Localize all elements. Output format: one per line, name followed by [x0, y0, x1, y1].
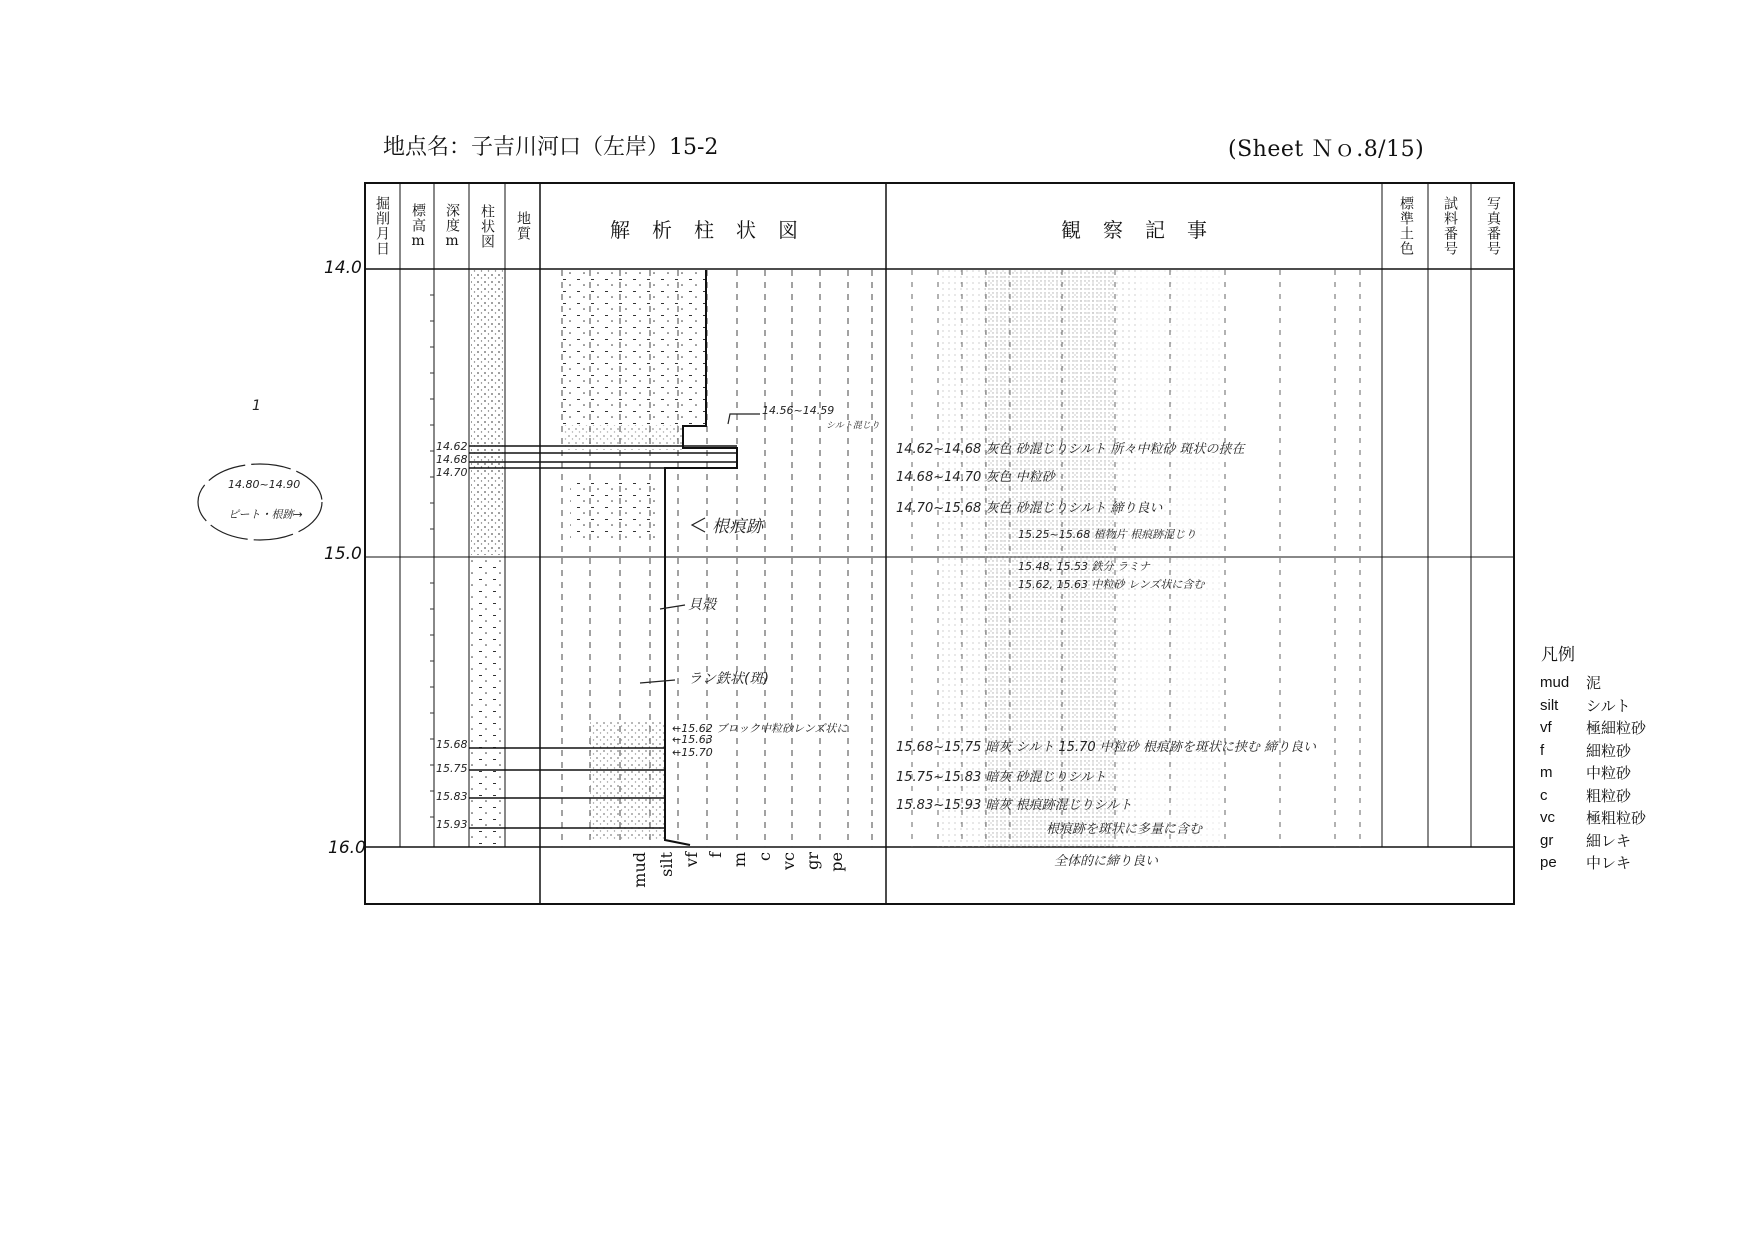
column-sample-no: 試料番号	[1442, 196, 1458, 256]
column-geology: 地質	[515, 211, 531, 241]
margin-note-number: 1	[252, 398, 261, 414]
legend-key: silt	[1540, 696, 1559, 714]
legend-label: 中粒砂	[1586, 764, 1632, 782]
analysis-note: 14.56~14.59	[762, 404, 835, 417]
grain-label-mud: mud	[630, 852, 649, 888]
grain-label-m: m	[730, 852, 749, 868]
margin-note-text: ピート・根跡→	[228, 508, 303, 521]
analysis-note: ←15.62 ブロック中粒砂レンズ状に	[672, 722, 848, 735]
legend-key: vf	[1540, 719, 1552, 736]
depth-mark: 14.62	[436, 440, 468, 453]
legend-key: vc	[1540, 809, 1555, 826]
legend-key: mud	[1540, 674, 1570, 691]
legend-title: 凡例	[1541, 645, 1575, 665]
legend-label: 細レキ	[1586, 831, 1632, 850]
annotation-leaders	[640, 414, 760, 683]
observation-note: 15.75~15.83 暗灰 砂混じりシルト	[896, 770, 1107, 785]
legend-item	[1540, 807, 1646, 830]
grain-label-f: f	[706, 852, 725, 858]
grain-label-c: c	[755, 852, 774, 861]
legend-key: gr	[1540, 831, 1554, 849]
column-photo-no: 写真番号	[1485, 196, 1501, 256]
observation-note: 根痕跡を斑状に多量に含む	[1046, 822, 1203, 837]
observation-note: 15.83~15.93 暗灰 根痕跡混じりシルト	[896, 798, 1133, 813]
legend-key: f	[1540, 741, 1545, 759]
observation-note: 全体的に締り良い	[1054, 854, 1159, 869]
margin-note-range: 14.80~14.90	[228, 478, 301, 491]
grain-label-pe: pe	[827, 852, 846, 872]
margin-note-circle	[198, 464, 322, 540]
analysis-note: 根痕跡	[712, 517, 763, 537]
column-analysis: 解析柱状図	[610, 218, 820, 242]
legend-label: 粗粒砂	[1586, 786, 1632, 805]
log-column-pattern-lower	[471, 559, 503, 847]
depth-mark: 15.83	[436, 790, 468, 803]
observation-note: 14.68~14.70 灰色 中粒砂	[896, 470, 1055, 485]
depth-mark: 14.70	[436, 466, 468, 479]
legend-label: シルト	[1586, 696, 1631, 715]
legend-item	[1540, 717, 1646, 740]
legend-item	[1540, 740, 1646, 763]
column-depth: 深度m	[444, 202, 460, 250]
legend-item	[1540, 830, 1646, 853]
depth-mark: 15.68	[436, 738, 468, 751]
sheet-number: (Sheet Ｎｏ.8/15)	[1228, 137, 1425, 162]
legend-label: 中レキ	[1586, 854, 1632, 872]
column-elevation: 標高m	[410, 202, 426, 250]
grain-label-silt: silt	[657, 852, 676, 877]
grain-label-gr: gr	[803, 852, 822, 870]
observation-note: 14.70~15.68 灰色 砂混じりシルト 締り良い	[896, 501, 1163, 516]
depth-tick: 15.0	[324, 544, 362, 564]
legend-label: 泥	[1586, 674, 1602, 692]
depth-tick: 14.0	[324, 258, 362, 278]
site-name-title: 地点名：子吉川河口（左岸）15-2	[383, 135, 719, 160]
column-soil-color: 標準土色	[1398, 196, 1414, 256]
observation-note: 15.48, 15.53 鉄分 ラミナ	[1018, 560, 1150, 573]
observation-note: 15.25~15.68 植物片 根痕跡混じり	[1018, 528, 1197, 541]
analysis-note: ラン鉄状(斑)	[688, 671, 769, 687]
analysis-note: ←15.63	[672, 733, 713, 746]
legend	[1540, 672, 1646, 875]
depth-mark: 14.68	[436, 453, 468, 466]
analysis-note: ←15.70	[672, 746, 713, 759]
observation-note: 15.62, 15.63 中粒砂 レンズ状に含む	[1018, 578, 1205, 591]
legend-item	[1540, 785, 1646, 808]
depth-mark: 15.93	[436, 818, 468, 831]
analysis-note: シルト混じり	[826, 421, 880, 431]
column-observation: 観察記事	[1061, 218, 1229, 242]
grain-label-vf: vf	[682, 852, 701, 867]
observation-note: 14.62~14.68 灰色 砂混じりシルト 所々中粒砂 斑状の挟在	[896, 442, 1245, 457]
column-log: 柱状図	[479, 203, 495, 249]
legend-item	[1540, 695, 1646, 718]
legend-label: 極細粒砂	[1586, 719, 1647, 737]
depth-tick: 16.0	[328, 838, 366, 858]
elevation-ticks	[430, 295, 434, 817]
analysis-note: 貝殻	[688, 597, 716, 613]
legend-key: pe	[1540, 854, 1557, 871]
legend-item	[1540, 672, 1646, 695]
observation-note: 15.68~15.75 暗灰 シルト 15.70 中粒砂 根痕跡を斑状に挟む 締り良い	[896, 740, 1317, 755]
depth-mark: 15.75	[436, 762, 468, 775]
legend-label: 細粒砂	[1586, 741, 1632, 760]
log-column-pattern-upper	[471, 270, 503, 555]
legend-item	[1540, 762, 1646, 785]
legend-key: c	[1540, 786, 1548, 804]
column-date: 掘削月日	[374, 196, 390, 256]
legend-key: m	[1540, 764, 1553, 781]
legend-label: 極粗粒砂	[1586, 809, 1647, 827]
grain-label-vc: vc	[779, 852, 798, 870]
legend-item	[1540, 852, 1646, 875]
